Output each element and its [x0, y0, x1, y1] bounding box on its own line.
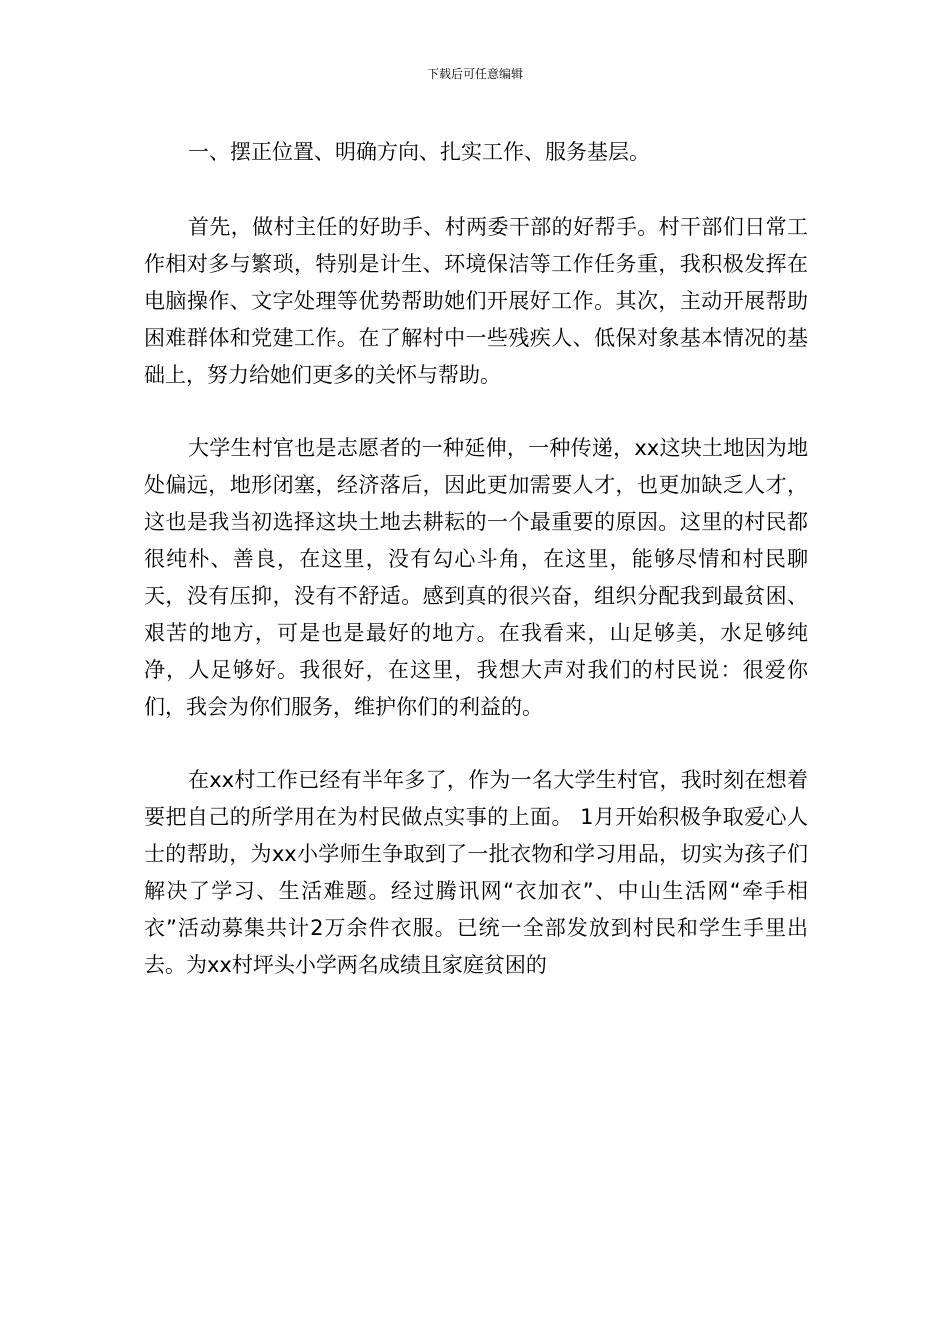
paragraph-work-summary: 在xx村工作已经有半年多了，作为一名大学生村官，我时刻在想着要把自己的所学用在为村民做点实事的上面。 1月开始积极争取爱心人士的帮助，为xx小学师生争取到了一批衣物和学习用品，切实为孩子们解决了学习、生活难题。经过腾讯网“衣加衣”、中山生活网“牵手相衣”活动募集共计2万余件衣服。已统一全部发放到村民和学生手里出去。为xx村坪头小学两名成绩且家庭贫困的 — [144, 768, 808, 977]
paragraph-duties: 首先，做村主任的好助手、村两委干部的好帮手。村干部们日常工作相对多与繁琐，特别是计生、环境保洁等工作任务重，我积极发挥在电脑操作、文字处理等优势帮助她们开展好工作。其次，主动开展帮助困难群体和党建工作。在了解村中一些残疾人、低保对象基本情况的基础上，努力给她们更多的关怀与帮助。 — [144, 215, 808, 387]
document-body — [144, 134, 808, 1020]
page-header: 下载后可任意编辑 — [426, 67, 523, 81]
section-heading: 一、摆正位置、明确方向、扎实工作、服务基层。 — [188, 140, 650, 164]
paragraph-volunteer: 大学生村官也是志愿者的一种延伸，一种传递，xx这块土地因为地处偏远，地形闭塞，经济落后，因此更加需要人才，也更加缺乏人才，这也是我当初选择这块土地去耕耘的一个最重要的原因。这里的村民都很纯朴、善良，在这里，没有勾心斗角，在这里，能够尽情和村民聊天，没有压抑，没有不舒适。感到真的很兴奋，组织分配我到最贫困、艰苦的地方，可是也是最好的地方。在我看来，山足够美，水足够纯净，人足够好。我很好，在这里，我想大声对我们的村民说：很爱你们，我会为你们服务，维护你们的利益的。 — [144, 436, 808, 719]
